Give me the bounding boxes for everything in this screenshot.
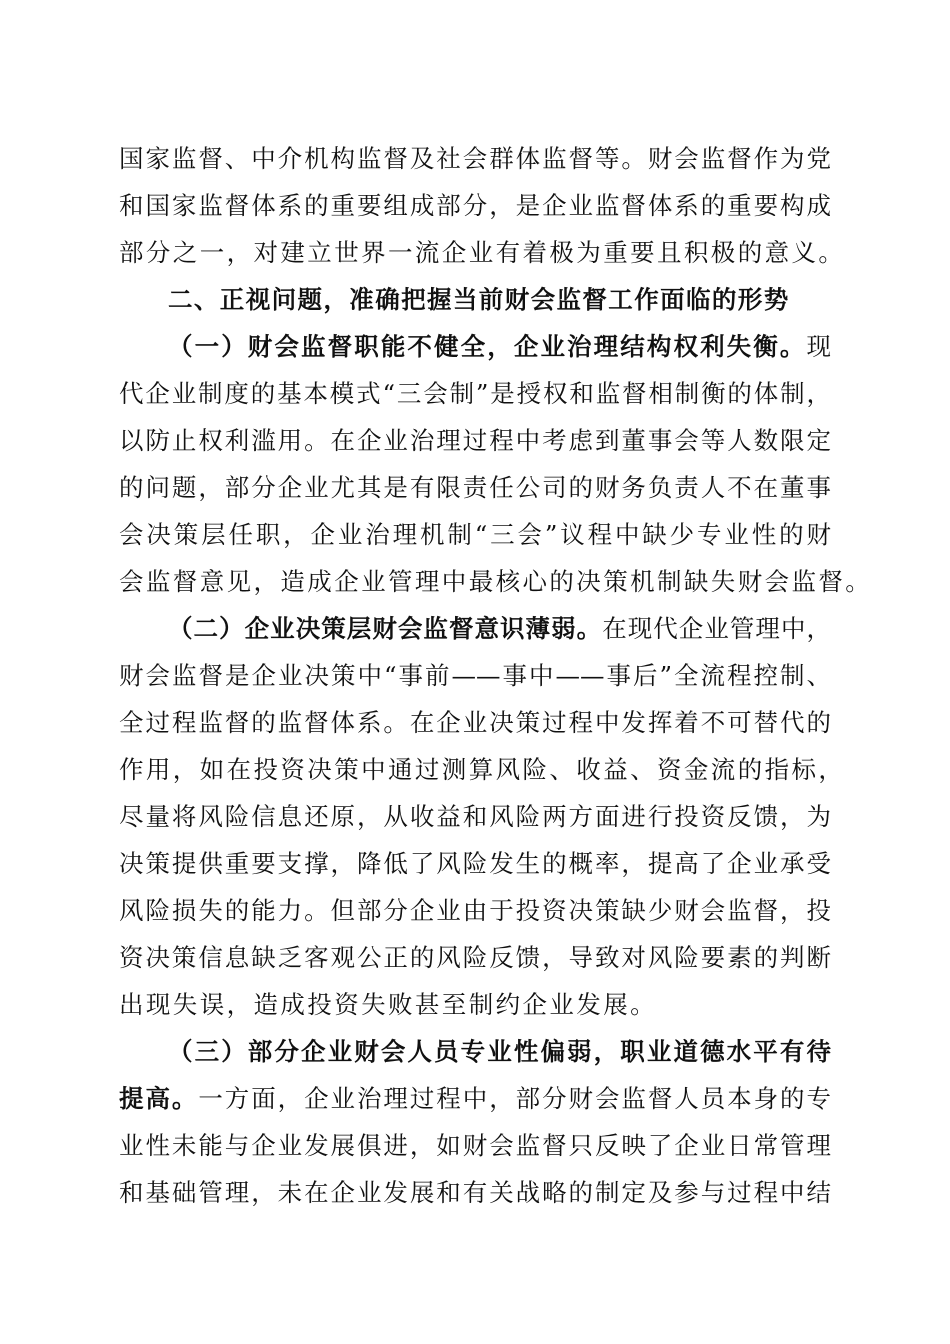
item2-line-1-rest: 在现代企业管理中，: [602, 614, 832, 643]
item1-bold-heading: （一）财会监督职能不健全，企业治理结构权利失衡。: [168, 332, 807, 361]
para1-line-3: 部分之一，对建立世界一流企业有着极为重要且积极的意义。: [119, 238, 846, 267]
item2-line-5: 尽量将风险信息还原，从收益和风险两方面进行投资反馈，为: [119, 802, 831, 831]
para1-line-2: 和国家监督体系的重要组成部分，是企业监督体系的重要构成: [119, 191, 831, 220]
item1-line-4: 的问题，部分企业尤其是有限责任公司的财务负责人不在董事: [119, 473, 831, 502]
item1-line-5: 会决策层任职，企业治理机制“三会”议程中缺少专业性的财: [119, 520, 831, 549]
item3-line-2: [119, 1083, 831, 1115]
item2-line-9: 出现失误，造成投资失败甚至制约企业发展。: [119, 990, 657, 1019]
item2-line-4: 作用，如在投资决策中通过测算风险、收益、资金流的指标，: [119, 755, 846, 784]
item2-line-7: 风险损失的能力。但部分企业由于投资决策缺少财会监督，投: [119, 896, 831, 925]
item2-line-2: 财会监督是企业决策中“事前——事中——事后”全流程控制、: [119, 661, 831, 690]
para1-line-1: 国家监督、中介机构监督及社会群体监督等。财会监督作为党: [119, 144, 831, 173]
item2-line-6: 决策提供重要支撑，降低了风险发生的概率，提高了企业承受: [119, 849, 831, 878]
item1-line-1-rest: 现: [806, 332, 831, 361]
item3-line-1: （三）部分企业财会人员专业性偏弱，职业道德水平有待: [168, 1037, 831, 1066]
item2-bold-heading: （二）企业决策层财会监督意识薄弱。: [168, 614, 603, 643]
item3-line-2-rest: 一方面，企业治理过程中，部分财会监督人员本身的专: [198, 1084, 831, 1113]
item1-line-1: [168, 331, 831, 363]
item3-line-3: 业性未能与企业发展俱进，如财会监督只反映了企业日常管理: [119, 1131, 831, 1160]
item2-line-3: 全过程监督的监督体系。在企业决策过程中发挥着不可替代的: [119, 708, 831, 737]
item1-line-6: 会监督意见，造成企业管理中最核心的决策机制缺失财会监督。: [119, 567, 873, 596]
item2-line-1: [168, 613, 831, 645]
item3-line-4: 和基础管理，未在企业发展和有关战略的制定及参与过程中结: [119, 1178, 831, 1207]
section-heading: 二、正视问题，准确把握当前财会监督工作面临的形势: [168, 285, 790, 314]
item2-line-8: 资决策信息缺乏客观公正的风险反馈，导致对风险要素的判断: [119, 943, 831, 972]
item3-bold-heading-end: 提高。: [119, 1084, 199, 1113]
item1-line-2: 代企业制度的基本模式“三会制”是授权和监督相制衡的体制，: [119, 379, 831, 408]
item1-line-3: 以防止权利滥用。在企业治理过程中考虑到董事会等人数限定: [119, 426, 831, 455]
